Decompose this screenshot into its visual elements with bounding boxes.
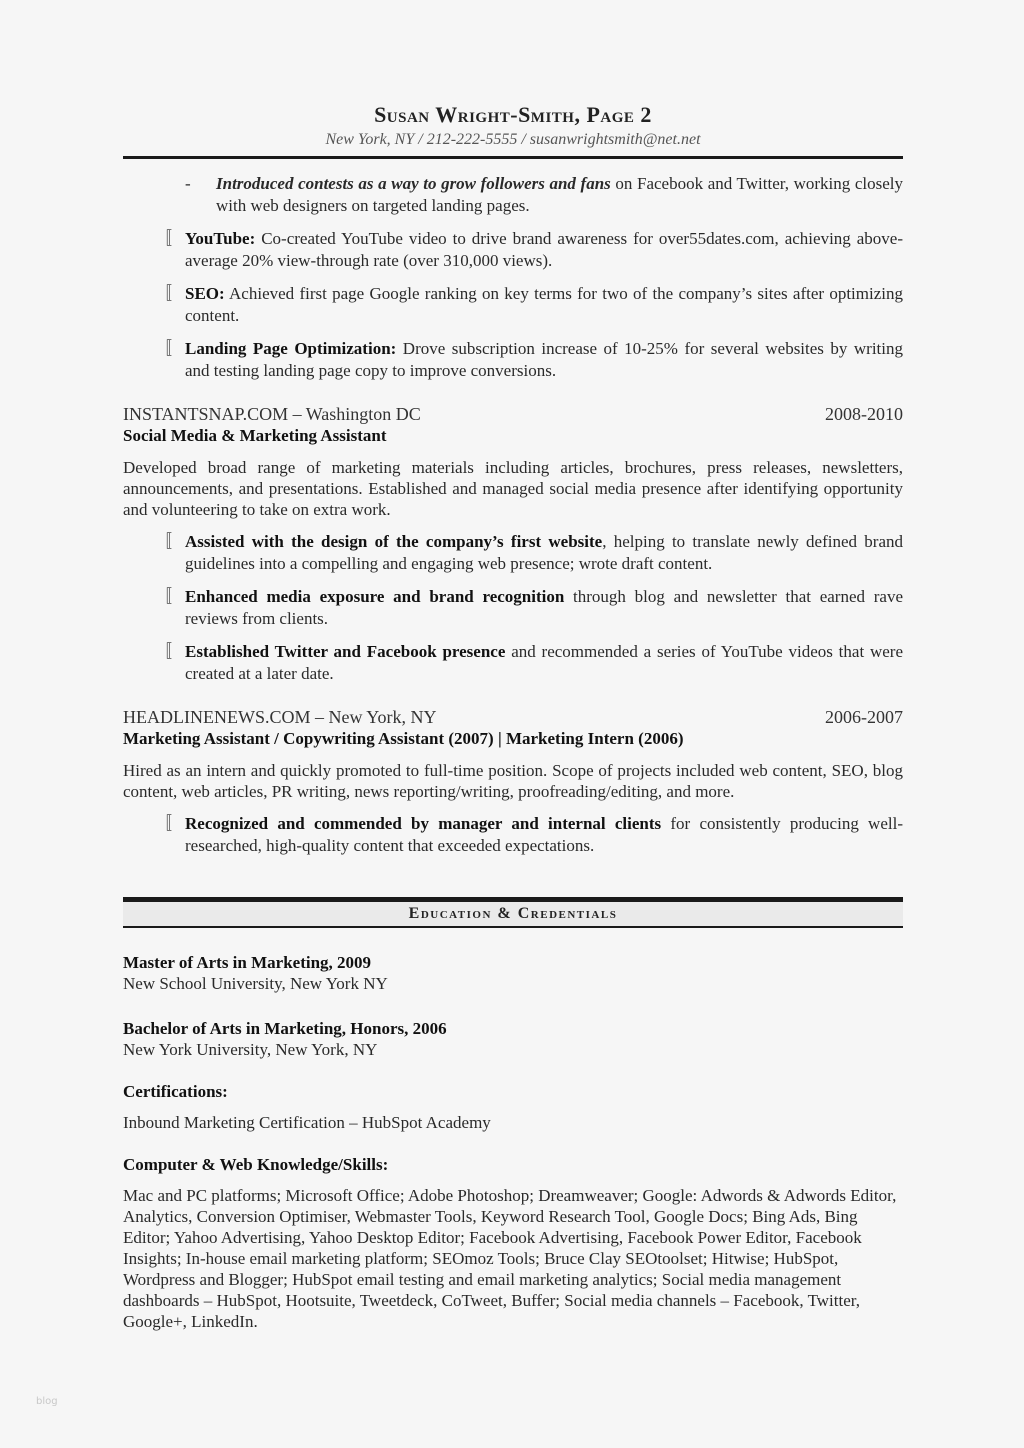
item-lead: Enhanced media exposure and brand recognition	[185, 587, 565, 606]
item-text: Co-created YouTube video to drive brand awareness for over55dates.com, achieving above-average 20% view-through rate (over 310,000 views).	[185, 229, 903, 270]
degree-entry	[123, 952, 903, 994]
item-text: through blog and newsletter that earned rave reviews from clients.	[185, 587, 903, 628]
resume-content	[123, 100, 903, 1332]
degree-school: New York University, New York, NY	[123, 1040, 378, 1059]
watermark: blog	[36, 1396, 58, 1407]
item-lead: Landing Page Optimization:	[185, 339, 397, 358]
item-lead: SEO:	[185, 284, 225, 303]
item-lead: YouTube:	[185, 229, 256, 248]
section-title: Education & Credentials	[123, 902, 903, 926]
item-lead: Recognized and commended by manager and internal clients	[185, 814, 662, 833]
job-dates: 2008-2010	[825, 404, 903, 424]
item-lead: Assisted with the design of the company’s first website	[185, 532, 603, 551]
job-description: Developed broad range of marketing materials including articles, brochures, press releases, newsletters, announcements, and presentations. Established and managed social media presence after identifying opportunity and volunteering to take on extra work.	[123, 458, 903, 519]
item-text: on Facebook and Twitter, working closely with web designers on targeted landing pages.	[216, 174, 904, 215]
list-item	[123, 586, 903, 630]
bullet-icon: 〚	[155, 814, 172, 833]
bullet-icon: 〚	[155, 587, 172, 606]
item-text: for consistently producing well-researched, high-quality content that exceeded expectations.	[185, 814, 903, 855]
job-company: HEADLINENEWS.COM – New York, NY	[123, 707, 437, 727]
dash-marker: -	[185, 174, 191, 193]
bullet-icon: 〚	[155, 229, 172, 248]
item-text: , helping to translate newly defined brand guidelines into a compelling and engaging web presence; wrote draft content.	[185, 532, 903, 573]
item-text: Achieved first page Google ranking on key terms for two of the company’s sites after optimizing content.	[185, 284, 903, 325]
job-company: INSTANTSNAP.COM – Washington DC	[123, 404, 421, 424]
item-text: Drove subscription increase of 10-25% for several websites by writing and testing landing page copy to improve conversions.	[185, 339, 903, 380]
degree-school: New School University, New York NY	[123, 974, 388, 993]
list-item	[123, 531, 903, 575]
item-lead: Introduced contests as a way to grow followers and fans	[216, 174, 611, 193]
page-title	[123, 100, 903, 130]
list-item	[123, 813, 903, 857]
skills-heading: Computer & Web Knowledge/Skills:	[123, 1155, 389, 1174]
item-lead: Established Twitter and Facebook presence	[185, 642, 506, 661]
job-header	[123, 706, 903, 728]
job-description: Hired as an intern and quickly promoted to full-time position. Scope of projects included web content, SEO, blog content, web articles, PR writing, news reporting/writing, proofreading/editing, and more.	[123, 761, 903, 801]
job-dates: 2006-2007	[825, 707, 903, 727]
list-item	[123, 283, 903, 327]
degree-entry	[123, 1018, 903, 1060]
job-title: Social Media & Marketing Assistant	[123, 426, 387, 445]
list-item	[123, 641, 903, 685]
list-item	[123, 338, 903, 382]
bullet-icon: 〚	[155, 284, 172, 303]
candidate-name: Susan Wright-Smith	[374, 102, 575, 127]
job-header	[123, 403, 903, 425]
list-item	[123, 228, 903, 272]
degree-title: Bachelor of Arts in Marketing, Honors, 2006	[123, 1019, 447, 1038]
item-text: and recommended a series of YouTube videos that were created at a later date.	[185, 642, 903, 683]
bullet-icon: 〚	[155, 339, 172, 358]
header-rule	[123, 156, 903, 159]
section-header-education	[123, 897, 903, 928]
list-item	[123, 173, 903, 217]
certifications-heading: Certifications:	[123, 1082, 228, 1101]
bullet-icon: 〚	[155, 642, 172, 661]
bullet-icon: 〚	[155, 532, 172, 551]
contact-line: New York, NY / 212-222-5555 / susanwrightsmith@net.net	[325, 131, 701, 148]
resume-header	[123, 100, 903, 159]
job-title: Marketing Assistant / Copywriting Assistant (2007) | Marketing Intern (2006)	[123, 729, 684, 748]
page-label: , Page 2	[574, 102, 652, 127]
certifications-text: Inbound Marketing Certification – HubSpot Academy	[123, 1113, 491, 1132]
degree-title: Master of Arts in Marketing, 2009	[123, 953, 372, 972]
section-rule-bottom	[123, 926, 903, 928]
skills-text: Mac and PC platforms; Microsoft Office; Adobe Photoshop; Dreamweaver; Google: Adwords & Adwords Editor, Analytics, Conversion Optimiser, Webmaster Tools, Keyword Research Tool, Google Docs; Bing Ads, Bing Editor; Yahoo Advertising, Yahoo Desktop Editor; Facebook Advertising, Facebook Power Editor, Facebook Insights; In-house email marketing platform; SEOmoz Tools; Bruce Clay SEOtoolset; Hitwise; HubSpot, Wordpress and Blogger; HubSpot email testing and email marketing analytics; Social media management dashboards – HubSpot, Hootsuite, Tweetdeck, CoTweet, Buffer; Social media channels – Facebook, Twitter, Google+, LinkedIn.	[123, 1186, 897, 1331]
